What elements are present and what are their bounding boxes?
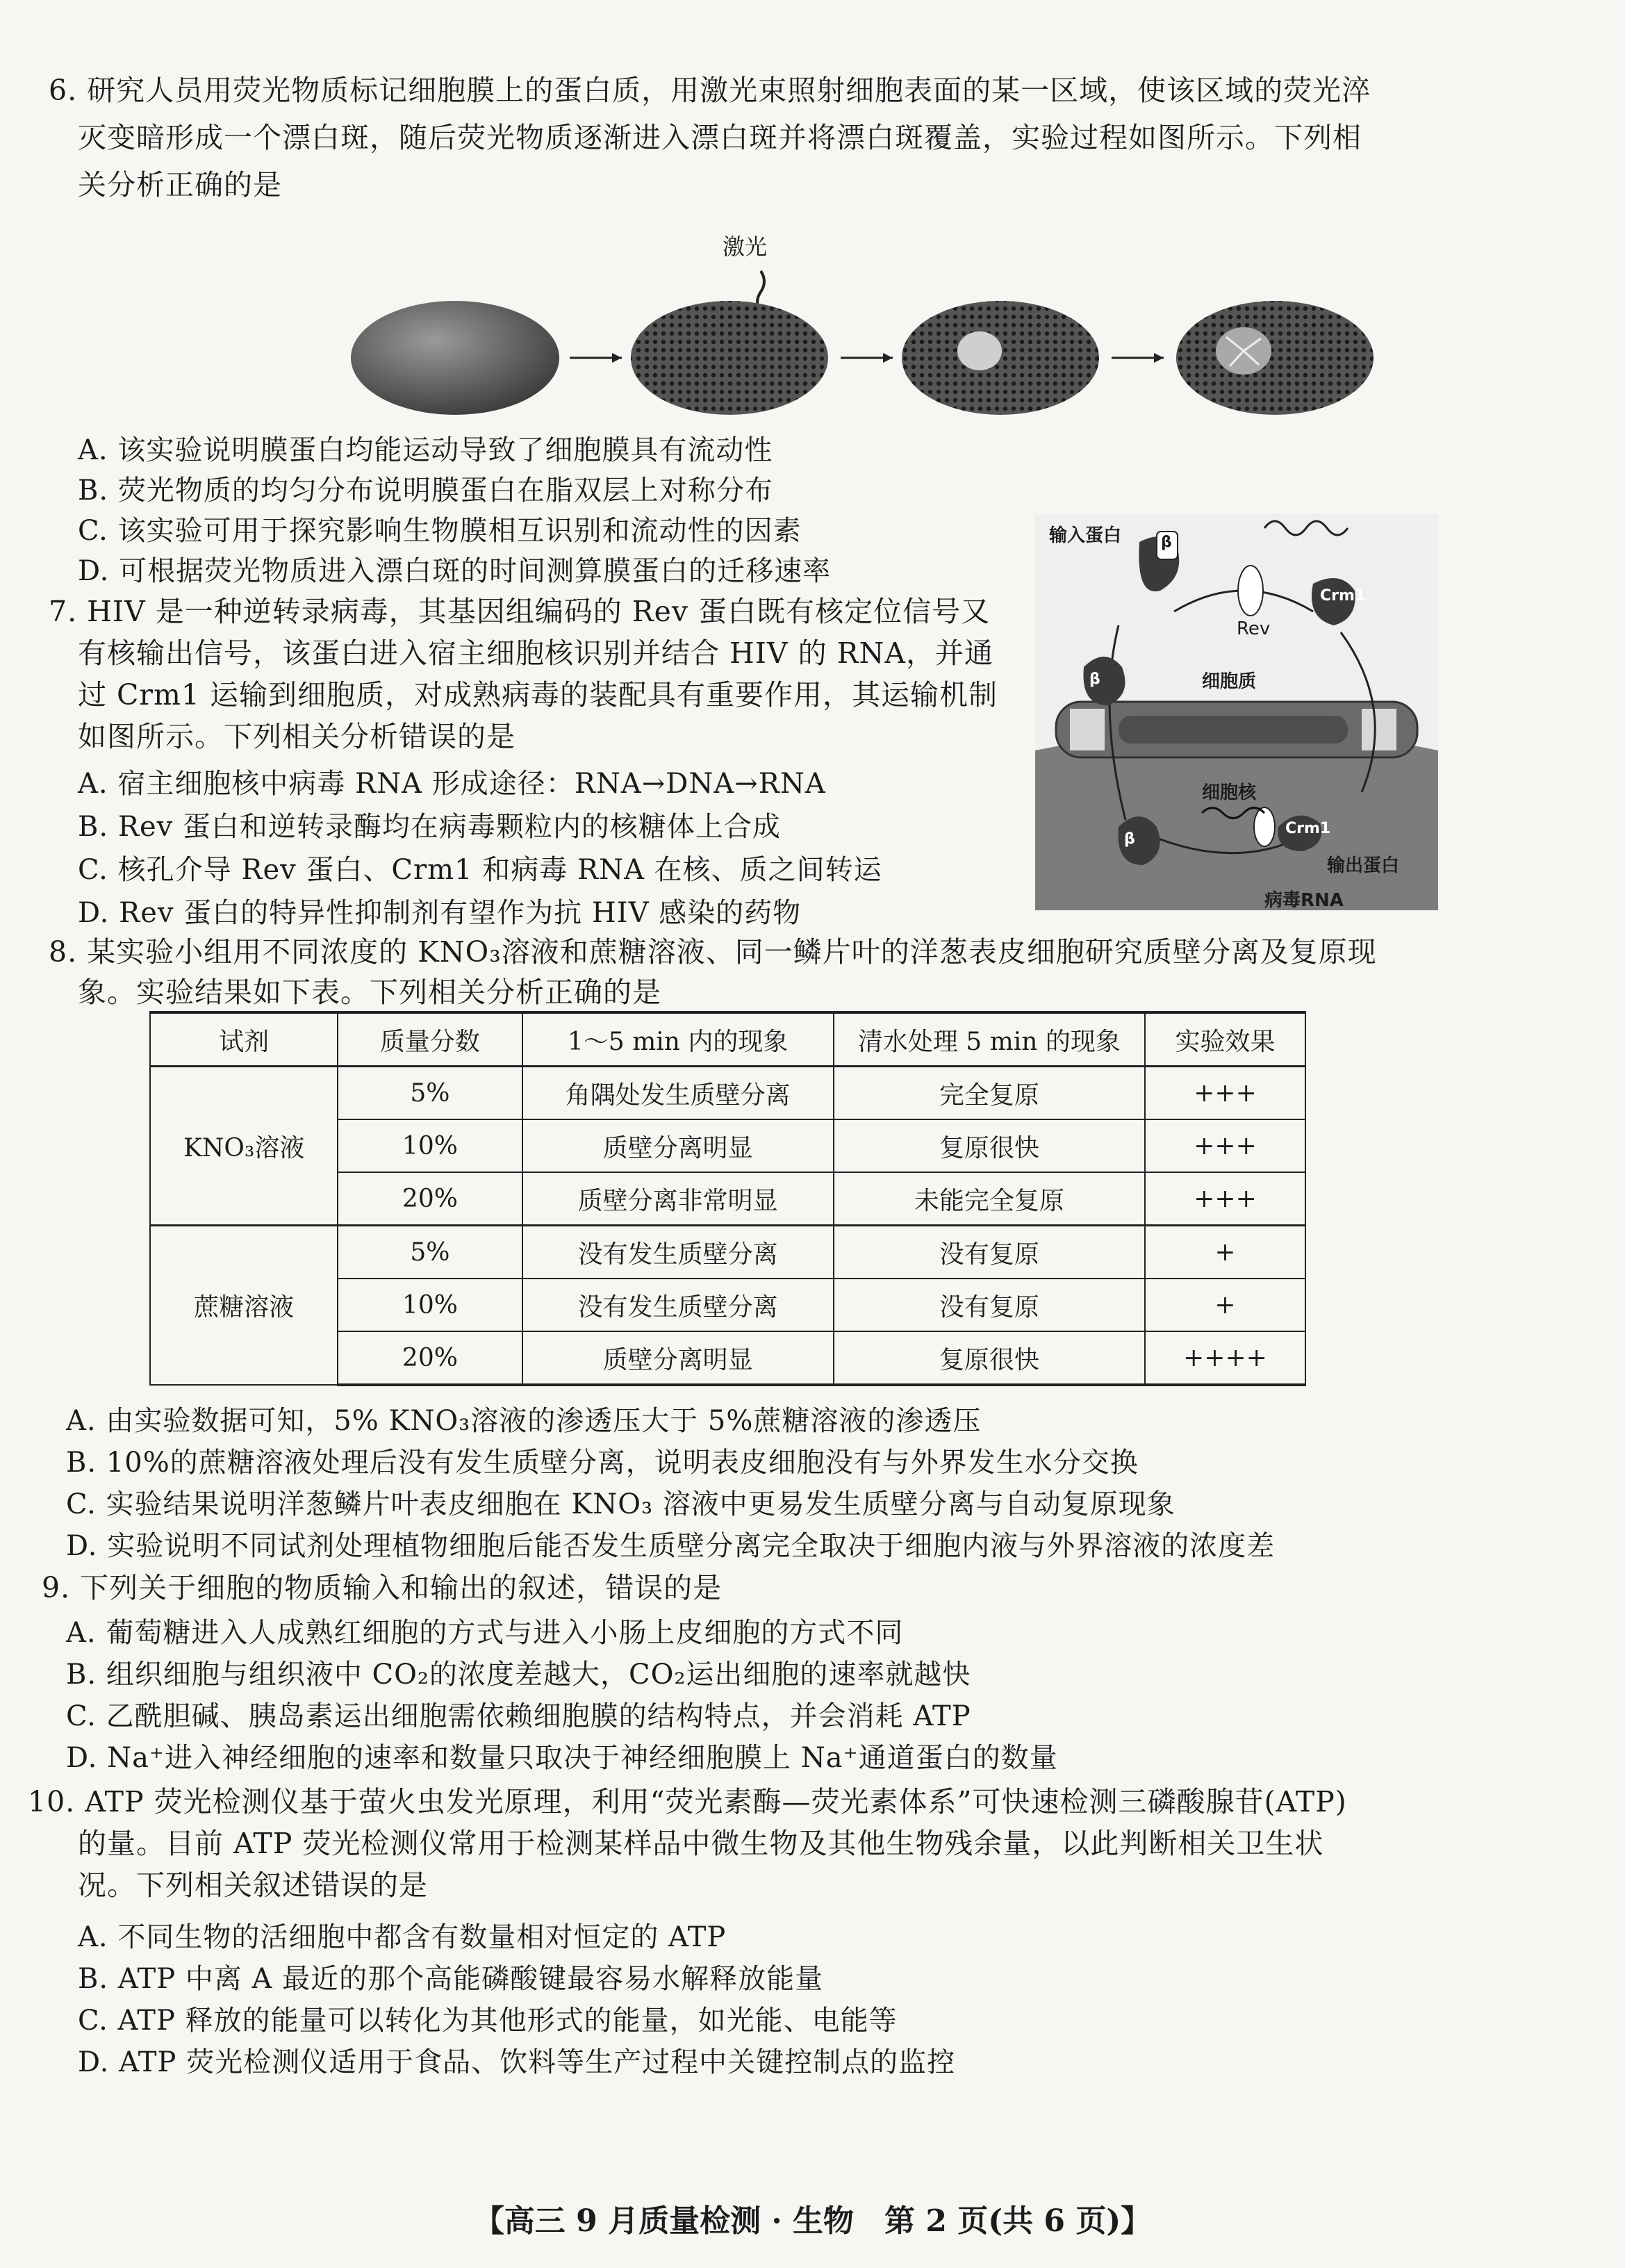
table-cell: 没有发生质壁分离 [522, 1279, 834, 1331]
q6-stem-line-1: 6. 研究人员用荧光物质标记细胞膜上的蛋白质，用激光束照射细胞表面的某一区域，使该区域的荧光淬 [49, 74, 1371, 107]
table-cell: 10% [338, 1119, 522, 1172]
table-cell: 20% [338, 1172, 522, 1226]
q9-option-d: D. Na⁺进入神经细胞的速率和数量只取决于神经细胞膜上 Na⁺通道蛋白的数量 [66, 1742, 1058, 1774]
table-cell: 角隅处发生质壁分离 [522, 1067, 834, 1120]
q10-option-d: D. ATP 荧光检测仪适用于食品、饮料等生产过程中关键控制点的监控 [78, 2046, 956, 2078]
table-cell: 没有复原 [834, 1226, 1145, 1279]
table-cell: +++ [1145, 1172, 1305, 1226]
q8-option-d: D. 实验说明不同试剂处理植物细胞后能否发生质壁分离完全取决于细胞内液与外界溶液的浓度差 [66, 1530, 1276, 1562]
import-protein-label: 输入蛋白 [1049, 525, 1122, 546]
nuclear-pore-right [1362, 709, 1396, 750]
q9-option-a: A. 葡萄糖进入人成熟红细胞的方式与进入小肠上皮细胞的方式不同 [66, 1617, 904, 1649]
reagent-cell: KNO₃溶液 [150, 1067, 338, 1226]
q7-option-d: D. Rev 蛋白的特异性抑制剂有望作为抗 HIV 感染的药物 [78, 897, 802, 929]
table-cell: 没有发生质壁分离 [522, 1226, 834, 1279]
table-cell: 10% [338, 1279, 522, 1331]
q6-stem-line-3: 关分析正确的是 [78, 168, 282, 202]
q8-stem-line-2: 象。实验结果如下表。下列相关分析正确的是 [78, 976, 661, 1009]
table-cell: 质壁分离明显 [522, 1331, 834, 1385]
nucleus-label: 细胞核 [1202, 782, 1257, 803]
beta-label-bottom: β [1124, 830, 1135, 848]
rev-protein-shape [1238, 566, 1263, 616]
header-effect: 实验效果 [1145, 1012, 1305, 1067]
table-cell: 完全复原 [834, 1067, 1145, 1120]
q6-option-d: D. 可根据荧光物质进入漂白斑的时间测算膜蛋白的迁移速率 [78, 555, 832, 587]
table-header-row [150, 1012, 1305, 1067]
table-cell: ++++ [1145, 1331, 1305, 1385]
q10-stem-line-1: 10. ATP 荧光检测仪基于萤火虫发光原理，利用“荧光素酶—荧光素体系”可快速检测三磷酸腺苷(ATP) [28, 1785, 1347, 1818]
bleach-spot [957, 331, 1002, 370]
cell-2 [631, 301, 828, 415]
table-row [150, 1226, 1305, 1279]
table-cell: 5% [338, 1226, 522, 1279]
page-footer: 【高三 9 月质量检测 · 生物 第 2 页(共 6 页)】 [473, 2203, 1152, 2239]
q7-stem-line-3: 过 Crm1 运输到细胞质，对成熟病毒的装配具有重要作用，其运输机制 [78, 678, 998, 712]
table-cell: 未能完全复原 [834, 1172, 1145, 1226]
q7-option-c: C. 核孔介导 Rev 蛋白、Crm1 和病毒 RNA 在核、质之间转运 [78, 854, 882, 886]
cell-1 [351, 301, 559, 415]
q7-stem-line-1: 7. HIV 是一种逆转录病毒，其基因组编码的 Rev 蛋白既有核定位信号又 [49, 595, 991, 628]
table-cell: 没有复原 [834, 1279, 1145, 1331]
q10-option-a: A. 不同生物的活细胞中都含有数量相对恒定的 ATP [78, 1921, 727, 1953]
table-cell: + [1145, 1279, 1305, 1331]
viral-rna-label: 病毒RNA [1264, 890, 1344, 911]
table-cell: +++ [1145, 1119, 1305, 1172]
q6-stem-line-2: 灭变暗形成一个漂白斑，随后荧光物质逐渐进入漂白斑并将漂白斑覆盖，实验过程如图所示。下列相 [78, 121, 1362, 154]
table-cell: 质壁分离非常明显 [522, 1172, 834, 1226]
q10-stem-line-2: 的量。目前 ATP 荧光检测仪常用于检测某样品中微生物及其他生物残余量，以此判断相关卫生状 [78, 1827, 1324, 1860]
header-reagent: 试剂 [150, 1012, 338, 1067]
laser-label: 激光 [723, 233, 768, 260]
q9-stem: 9. 下列关于细胞的物质输入和输出的叙述，错误的是 [42, 1571, 723, 1604]
q7-option-a: A. 宿主细胞核中病毒 RNA 形成途径：RNA→DNA→RNA [78, 768, 826, 800]
table-cell: +++ [1145, 1067, 1305, 1120]
q8-stem-line-1: 8. 某实验小组用不同浓度的 KNO₃溶液和蔗糖溶液、同一鳞片叶的洋葱表皮细胞研究质壁分离及复原现 [49, 935, 1377, 969]
beta-label-mid: β [1089, 671, 1100, 688]
q7-stem-line-4: 如图所示。下列相关分析错误的是 [78, 720, 515, 753]
q6-option-b: B. 荧光物质的均匀分布说明膜蛋白在脂双层上对称分布 [78, 475, 773, 507]
q7-stem-line-2: 有核输出信号，该蛋白进入宿主细胞核识别并结合 HIV 的 RNA，并通 [78, 636, 994, 670]
q10-option-c: C. ATP 释放的能量可以转化为其他形式的能量，如光能、电能等 [78, 2005, 898, 2037]
table-cell: + [1145, 1226, 1305, 1279]
cytoplasm-label: 细胞质 [1202, 671, 1257, 692]
q10-option-b: B. ATP 中离 A 最近的那个高能磷酸键最容易水解释放能量 [78, 1963, 824, 1995]
beta-label-top: β [1161, 534, 1172, 551]
q10-stem-line-3: 况。下列相关叙述错误的是 [78, 1868, 428, 1902]
table-cell: 5% [338, 1067, 522, 1120]
rev-transport-figure [1035, 500, 1438, 917]
table-cell: 复原很快 [834, 1119, 1145, 1172]
q8-option-a: A. 由实验数据可知，5% KNO₃溶液的渗透压大于 5%蔗糖溶液的渗透压 [66, 1405, 982, 1437]
table-cell: 质壁分离明显 [522, 1119, 834, 1172]
cell-3 [902, 301, 1099, 415]
fluorescence-recovery-figure [351, 229, 1393, 438]
table-row [150, 1067, 1305, 1120]
q9-option-b: B. 组织细胞与组织液中 CO₂的浓度差越大，CO₂运出细胞的速率就越快 [66, 1659, 971, 1691]
header-phenomenon: 1～5 min 内的现象 [522, 1012, 834, 1067]
rev-label: Rev [1237, 618, 1271, 639]
table-cell: 复原很快 [834, 1331, 1145, 1385]
reagent-cell: 蔗糖溶液 [150, 1226, 338, 1386]
q9-option-c: C. 乙酰胆碱、胰岛素运出细胞需依赖细胞膜的结构特点，并会消耗 ATP [66, 1700, 971, 1732]
experiment-table [149, 1011, 1306, 1386]
header-water-treatment: 清水处理 5 min 的现象 [834, 1012, 1145, 1067]
crm1-label-bottom: Crm1 [1285, 820, 1331, 837]
q6-option-a: A. 该实验说明膜蛋白均能运动导致了细胞膜具有流动性 [78, 434, 773, 466]
q7-option-b: B. Rev 蛋白和逆转录酶均在病毒颗粒内的核糖体上合成 [78, 811, 781, 843]
q8-option-b: B. 10%的蔗糖溶液处理后没有发生质壁分离，说明表皮细胞没有与外界发生水分交换 [66, 1447, 1139, 1479]
header-mass-fraction: 质量分数 [338, 1012, 522, 1067]
q8-option-c: C. 实验结果说明洋葱鳞片叶表皮细胞在 KNO₃ 溶液中更易发生质壁分离与自动复原现象 [66, 1488, 1176, 1520]
crm1-label-top: Crm1 [1320, 587, 1366, 605]
q6-option-c: C. 该实验可用于探究影响生物膜相互识别和流动性的因素 [78, 515, 802, 547]
nuclear-pore-left [1070, 709, 1105, 750]
table-cell: 20% [338, 1331, 522, 1385]
export-protein-label: 输出蛋白 [1327, 855, 1400, 876]
cell-4 [1176, 301, 1374, 415]
